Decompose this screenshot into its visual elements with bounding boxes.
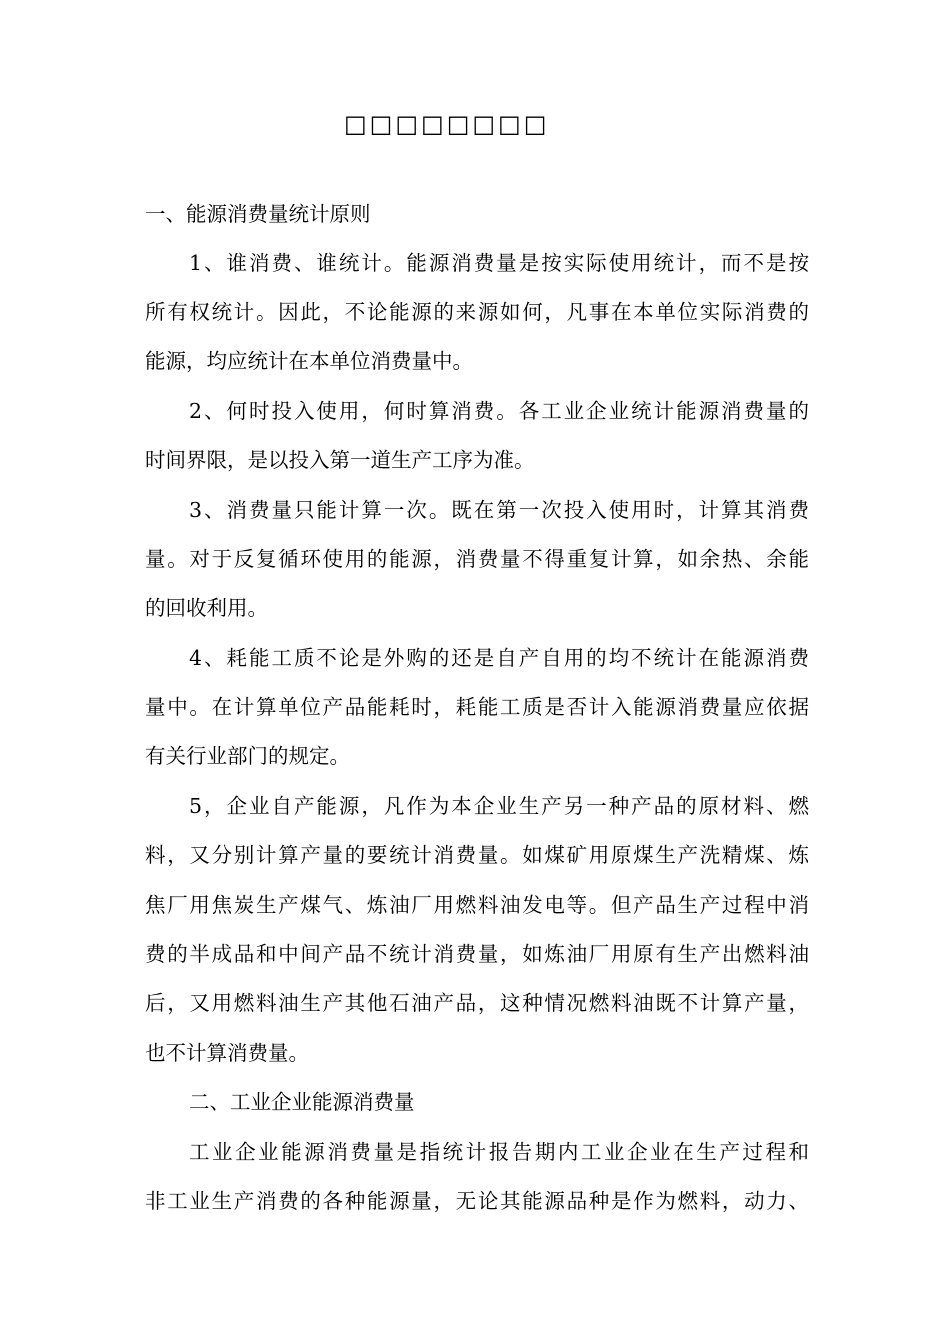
paragraph-line: 所有权统计。因此，不论能源的来源如何，凡事在本单位实际消费的 bbox=[145, 300, 809, 324]
paragraph-line: 后，又用燃料油生产其他石油产品，这种情况燃料油既不计算产量， bbox=[145, 991, 809, 1015]
paragraph-line: 能源，均应统计在本单位消费量中。 bbox=[145, 349, 473, 373]
paragraph-line: 4、耗能工质不论是外购的还是自产自用的均不统计在能源消费 bbox=[189, 646, 809, 670]
paragraph-line: 3、消费量只能计算一次。既在第一次投入使用时，计算其消费 bbox=[189, 498, 809, 522]
paragraph-line: 也不计算消费量。 bbox=[145, 1041, 309, 1065]
paragraph-line: 量。对于反复循环使用的能源，消费量不得重复计算，如余热、余能 bbox=[145, 547, 809, 571]
paragraph-line: 时间界限，是以投入第一道生产工序为准。 bbox=[145, 448, 535, 472]
paragraph-line: 的回收利用。 bbox=[145, 596, 268, 620]
paragraph-line: 2、何时投入使用，何时算消费。各工业企业统计能源消费量的 bbox=[189, 399, 809, 423]
paragraph-line: 5，企业自产能源，凡作为本企业生产另一种产品的原材料、燃 bbox=[189, 794, 809, 818]
paragraph-line: 焦厂用焦炭生产煤气、炼油厂用燃料油发电等。但产品生产过程中消 bbox=[145, 893, 809, 917]
paragraph-line: 工业企业能源消费量是指统计报告期内工业企业在生产过程和 bbox=[189, 1140, 809, 1164]
section-heading-2: 二、工业企业能源消费量 bbox=[189, 1090, 415, 1114]
section-heading-1: 一、能源消费量统计原则 bbox=[145, 202, 371, 226]
paragraph-line: 非工业生产消费的各种能源量，无论其能源品种是作为燃料，动力、 bbox=[145, 1189, 809, 1213]
paragraph-line: 1、谁消费、谁统计。能源消费量是按实际使用统计，而不是按 bbox=[189, 251, 809, 275]
paragraph-line: 有关行业部门的规定。 bbox=[145, 744, 350, 768]
paragraph-line: 料，又分别计算产量的要统计消费量。如煤矿用原煤生产洗精煤、炼 bbox=[145, 843, 809, 867]
document-title: □□□□□□□□ bbox=[344, 110, 550, 138]
paragraph-line: 费的半成品和中间产品不统计消费量，如炼油厂用原有生产出燃料油 bbox=[145, 942, 809, 966]
paragraph-line: 量中。在计算单位产品能耗时，耗能工质是否计入能源消费量应依据 bbox=[145, 695, 809, 719]
